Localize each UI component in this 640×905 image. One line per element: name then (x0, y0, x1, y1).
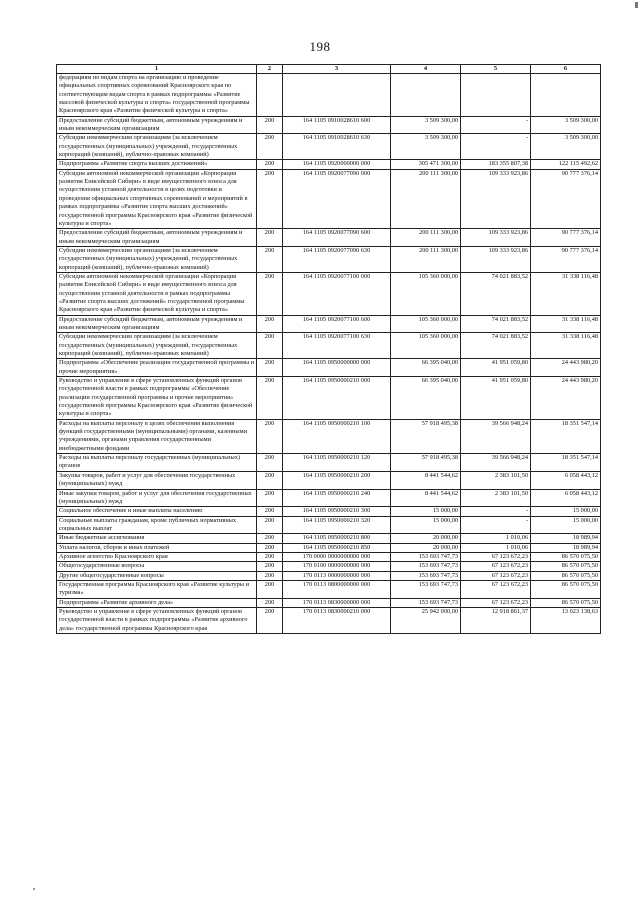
row-rest-cell: 86 570 075,50 (531, 562, 601, 571)
row-fact-cell: 74 021 883,52 (461, 315, 531, 333)
row-plan-cell: 20 000,00 (391, 534, 461, 543)
row-fact-cell: - (461, 134, 531, 160)
table-row (57, 552, 601, 561)
row-kbk-cell: 164 1105 0950000210 100 (283, 419, 391, 453)
row-fact-cell: - (461, 116, 531, 134)
row-name-cell: Субсидия автономной некоммерческой организации «Корпорация развития Енисейской Сибири» в виде имущественного взноса для осуществления уставной деятельности в рамках подпрограммы «Развитие спорта высших достижений» государственной программы Красноярского края «Развитие физической культуры и спорта» (57, 272, 257, 315)
header-cell-col1: 1 (57, 65, 257, 74)
row-kbk-cell: 164 1105 0920077090 600 (283, 229, 391, 247)
row-name-cell: Расходы на выплаты персоналу государственных (муниципальных) органов (57, 454, 257, 472)
row-plan-cell: 57 918 495,38 (391, 419, 461, 453)
row-code-cell: 200 (257, 272, 283, 315)
row-plan-cell: 66 395 040,00 (391, 377, 461, 420)
row-fact-cell: 74 021 883,52 (461, 333, 531, 359)
row-code-cell: 200 (257, 580, 283, 598)
row-plan-cell (391, 74, 461, 117)
row-name-cell: Предоставление субсидий бюджетным, автономным учреждениям и иным некоммерческим организациям (57, 116, 257, 134)
row-plan-cell: 8 441 544,62 (391, 471, 461, 489)
row-fact-cell: 109 333 923,86 (461, 169, 531, 228)
table-row (57, 377, 601, 420)
row-kbk-cell: 170 0113 0830000210 000 (283, 607, 391, 633)
page-number: 198 (309, 39, 331, 54)
row-name-cell: Субсидии некоммерческим организациям (за исключением государственных (муниципальных) учреждений, государственных корпораций (компаний), публично-правовых компаний) (57, 333, 257, 359)
row-fact-cell: 1 010,06 (461, 543, 531, 552)
row-rest-cell: 18 989,94 (531, 543, 601, 552)
row-plan-cell: 105 360 000,00 (391, 315, 461, 333)
row-name-cell: федерациям по видам спорта на организацию и проведение официальных спортивных соревнований Красноярского края по соответствующим видам спорта в рамках подпрограммы «Развитие массовой физической культуры и спорта» государственной программы Красноярского края «Развитие физической культуры и спорта» (57, 74, 257, 117)
row-fact-cell: 67 123 672,23 (461, 598, 531, 607)
row-rest-cell: 13 023 138,63 (531, 607, 601, 633)
row-plan-cell: 15 000,00 (391, 507, 461, 516)
budget-table-body (57, 65, 601, 634)
row-kbk-cell: 164 1105 0950000000 000 (283, 359, 391, 377)
row-name-cell: Другие общегосударственные вопросы (57, 571, 257, 580)
table-row (57, 315, 601, 333)
row-code-cell: 200 (257, 160, 283, 169)
row-kbk-cell: 164 1105 0920077090 000 (283, 169, 391, 228)
scan-corner-mark (635, 2, 638, 8)
table-row (57, 580, 601, 598)
row-code-cell (257, 74, 283, 117)
row-rest-cell: 86 570 075,50 (531, 552, 601, 561)
row-name-cell: Социальное обеспечение и иные выплаты населению (57, 507, 257, 516)
row-plan-cell: 153 693 747,73 (391, 571, 461, 580)
row-code-cell: 200 (257, 471, 283, 489)
row-kbk-cell: 170 0100 0000000000 000 (283, 562, 391, 571)
table-row (57, 229, 601, 247)
row-kbk-cell: 170 0113 0830000000 000 (283, 598, 391, 607)
table-row (57, 116, 601, 134)
row-code-cell: 200 (257, 607, 283, 633)
row-kbk-cell: 164 1105 0950000210 800 (283, 534, 391, 543)
row-plan-cell: 8 441 544,62 (391, 489, 461, 507)
table-header-row (57, 65, 601, 74)
table-row (57, 507, 601, 516)
header-cell-col4: 4 (391, 65, 461, 74)
row-name-cell: Субсидии некоммерческим организациям (за исключением государственных (муниципальных) учреждений, государственных корпораций (компаний), публично-правовых компаний) (57, 134, 257, 160)
row-rest-cell: 6 058 443,12 (531, 489, 601, 507)
row-rest-cell: 6 058 443,12 (531, 471, 601, 489)
row-name-cell: Подпрограмма «Развитие спорта высших достижений» (57, 160, 257, 169)
row-rest-cell: 90 777 376,14 (531, 229, 601, 247)
row-rest-cell: 86 570 075,50 (531, 598, 601, 607)
table-row (57, 471, 601, 489)
header-cell-col5: 5 (461, 65, 531, 74)
row-rest-cell: 31 338 116,48 (531, 272, 601, 315)
row-name-cell: Руководство и управление в сфере установленных функций органов государственной власти в рамках подпрограммы «Обеспечение реализации государственной программы и прочие мероприятия» государственной программы Красноярского края «Развитие физической культуры и спорта» (57, 377, 257, 420)
row-rest-cell: 3 509 300,00 (531, 116, 601, 134)
row-code-cell: 200 (257, 377, 283, 420)
row-fact-cell: 67 123 672,23 (461, 571, 531, 580)
table-row (57, 74, 601, 117)
row-kbk-cell: 164 1105 0920000000 000 (283, 160, 391, 169)
table-row (57, 272, 601, 315)
row-rest-cell: 31 338 116,48 (531, 333, 601, 359)
row-rest-cell: 90 777 376,14 (531, 246, 601, 272)
row-kbk-cell: 164 1105 0950000210 320 (283, 516, 391, 534)
row-code-cell: 200 (257, 169, 283, 228)
row-rest-cell: 31 338 116,48 (531, 315, 601, 333)
table-row (57, 598, 601, 607)
row-plan-cell: 105 360 000,00 (391, 333, 461, 359)
row-plan-cell: 20 000,00 (391, 543, 461, 552)
row-code-cell: 200 (257, 315, 283, 333)
row-kbk-cell: 164 1105 0950000210 200 (283, 471, 391, 489)
table-row (57, 134, 601, 160)
row-fact-cell: 183 355 807,38 (461, 160, 531, 169)
row-fact-cell: 67 123 672,23 (461, 580, 531, 598)
row-fact-cell: 109 333 923,86 (461, 246, 531, 272)
row-name-cell: Предоставление субсидий бюджетным, автономным учреждениям и иным некоммерческим организациям (57, 315, 257, 333)
row-name-cell: Субсидии некоммерческим организациям (за исключением государственных (муниципальных) учреждений, государственных корпораций (компаний), публично-правовых компаний) (57, 246, 257, 272)
row-plan-cell: 25 942 000,00 (391, 607, 461, 633)
row-fact-cell: 67 123 672,23 (461, 562, 531, 571)
table-row (57, 607, 601, 633)
header-cell-col3: 3 (283, 65, 391, 74)
row-code-cell: 200 (257, 134, 283, 160)
row-fact-cell: 12 918 861,37 (461, 607, 531, 633)
table-row (57, 246, 601, 272)
row-kbk-cell (283, 74, 391, 117)
row-rest-cell: 24 443 980,20 (531, 377, 601, 420)
row-rest-cell: 18 351 547,14 (531, 419, 601, 453)
header-cell-col6: 6 (531, 65, 601, 74)
row-plan-cell: 15 000,00 (391, 516, 461, 534)
row-name-cell: Иные бюджетные ассигнования (57, 534, 257, 543)
row-name-cell: Предоставление субсидий бюджетным, автономным учреждениям и иным некоммерческим организациям (57, 229, 257, 247)
row-kbk-cell: 164 1105 0950000210 240 (283, 489, 391, 507)
row-rest-cell: 86 570 075,50 (531, 571, 601, 580)
row-fact-cell: 2 383 101,50 (461, 471, 531, 489)
row-plan-cell: 153 693 747,73 (391, 552, 461, 561)
row-code-cell: 200 (257, 359, 283, 377)
row-plan-cell: 153 693 747,73 (391, 562, 461, 571)
row-code-cell: 200 (257, 419, 283, 453)
row-code-cell: 200 (257, 507, 283, 516)
row-kbk-cell: 164 1105 0920077100 000 (283, 272, 391, 315)
row-plan-cell: 153 693 747,73 (391, 598, 461, 607)
row-code-cell: 200 (257, 534, 283, 543)
row-kbk-cell: 164 1105 0950000210 300 (283, 507, 391, 516)
row-name-cell: Иные закупки товаров, работ и услуг для обеспечения государственных (муниципальных) нужд (57, 489, 257, 507)
row-rest-cell: 3 509 300,00 (531, 134, 601, 160)
row-plan-cell: 3 509 300,00 (391, 134, 461, 160)
row-rest-cell: 122 115 492,62 (531, 160, 601, 169)
scan-margin-mark (33, 888, 35, 890)
row-kbk-cell: 170 0000 0000000000 000 (283, 552, 391, 561)
row-fact-cell: 2 383 101,50 (461, 489, 531, 507)
row-rest-cell: 15 000,00 (531, 507, 601, 516)
row-plan-cell: 200 111 300,00 (391, 246, 461, 272)
row-rest-cell: 15 000,00 (531, 516, 601, 534)
row-rest-cell: 18 989,94 (531, 534, 601, 543)
row-name-cell: Социальные выплаты гражданам, кроме публичных нормативных социальных выплат (57, 516, 257, 534)
row-code-cell: 200 (257, 333, 283, 359)
row-code-cell: 200 (257, 552, 283, 561)
table-row (57, 516, 601, 534)
row-fact-cell (461, 74, 531, 117)
table-row (57, 419, 601, 453)
table-row (57, 562, 601, 571)
row-name-cell: Общегосударственные вопросы (57, 562, 257, 571)
row-kbk-cell: 164 1105 0920077090 630 (283, 246, 391, 272)
row-fact-cell: 39 566 948,24 (461, 419, 531, 453)
row-plan-cell: 105 360 000,00 (391, 272, 461, 315)
row-name-cell: Уплата налогов, сборов и иных платежей (57, 543, 257, 552)
row-code-cell: 200 (257, 516, 283, 534)
row-rest-cell: 18 351 547,14 (531, 454, 601, 472)
row-rest-cell: 24 443 980,20 (531, 359, 601, 377)
row-kbk-cell: 164 1105 0920077100 630 (283, 333, 391, 359)
row-name-cell: Субсидия автономной некоммерческой организации «Корпорация развития Енисейской Сибири» в виде имущественного взноса для осуществления уставной деятельности в целях подготовки и проведения официальных спортивных соревнований и мероприятий в рамках подпрограммы «Развитие спорта высших достижений» государственной программы Красноярского края «Развитие физической культуры и спорта» (57, 169, 257, 228)
row-name-cell: Подпрограмма «Развитие архивного дела» (57, 598, 257, 607)
table-row (57, 454, 601, 472)
row-code-cell: 200 (257, 543, 283, 552)
table-row (57, 359, 601, 377)
row-code-cell: 200 (257, 116, 283, 134)
table-row (57, 160, 601, 169)
row-name-cell: Расходы на выплаты персоналу в целях обеспечения выполнения функций государственными (муниципальными) органами, казенными учреждениями, органами управления государственными внебюджетными фондами (57, 419, 257, 453)
row-code-cell: 200 (257, 571, 283, 580)
row-fact-cell: 67 123 672,23 (461, 552, 531, 561)
row-plan-cell: 3 509 300,00 (391, 116, 461, 134)
row-fact-cell: 39 566 948,24 (461, 454, 531, 472)
row-code-cell: 200 (257, 598, 283, 607)
row-code-cell: 200 (257, 454, 283, 472)
row-fact-cell: 74 021 883,52 (461, 272, 531, 315)
row-name-cell: Архивное агентство Красноярского края (57, 552, 257, 561)
row-rest-cell: 86 570 075,50 (531, 580, 601, 598)
row-code-cell: 200 (257, 229, 283, 247)
row-fact-cell: 1 010,06 (461, 534, 531, 543)
row-fact-cell: 41 951 059,80 (461, 359, 531, 377)
table-row (57, 534, 601, 543)
row-fact-cell: 109 333 923,86 (461, 229, 531, 247)
row-kbk-cell: 164 1105 0950000210 120 (283, 454, 391, 472)
row-fact-cell: 41 951 059,80 (461, 377, 531, 420)
row-fact-cell: - (461, 516, 531, 534)
row-kbk-cell: 164 1105 0920077100 600 (283, 315, 391, 333)
row-kbk-cell: 164 1105 0910028610 630 (283, 134, 391, 160)
row-name-cell: Руководство и управление в сфере установленных функций органов государственной власти в рамках подпрограммы «Развитие архивного дела» государственной программы Красноярского края (57, 607, 257, 633)
row-rest-cell: 90 777 376,14 (531, 169, 601, 228)
table-row (57, 571, 601, 580)
row-plan-cell: 153 693 747,73 (391, 580, 461, 598)
row-name-cell: Государственная программа Красноярского края «Развитие культуры и туризма» (57, 580, 257, 598)
row-kbk-cell: 164 1105 0910028610 600 (283, 116, 391, 134)
row-plan-cell: 305 471 300,00 (391, 160, 461, 169)
row-code-cell: 200 (257, 246, 283, 272)
row-name-cell: Подпрограмма «Обеспечение реализации государственной программы и прочие мероприятия» (57, 359, 257, 377)
row-plan-cell: 57 918 495,38 (391, 454, 461, 472)
row-fact-cell: - (461, 507, 531, 516)
row-kbk-cell: 170 0113 0000000000 000 (283, 571, 391, 580)
table-row (57, 333, 601, 359)
header-cell-col2: 2 (257, 65, 283, 74)
row-code-cell: 200 (257, 562, 283, 571)
row-rest-cell (531, 74, 601, 117)
row-kbk-cell: 170 0113 0800000000 000 (283, 580, 391, 598)
table-row (57, 169, 601, 228)
row-kbk-cell: 164 1105 0950000210 000 (283, 377, 391, 420)
table-row (57, 543, 601, 552)
row-plan-cell: 200 111 300,00 (391, 229, 461, 247)
row-name-cell: Закупка товаров, работ и услуг для обеспечения государственных (муниципальных) нужд (57, 471, 257, 489)
row-plan-cell: 200 111 300,00 (391, 169, 461, 228)
row-kbk-cell: 164 1105 0950000210 850 (283, 543, 391, 552)
row-plan-cell: 66 395 040,00 (391, 359, 461, 377)
table-row (57, 489, 601, 507)
row-code-cell: 200 (257, 489, 283, 507)
budget-table (56, 64, 601, 634)
